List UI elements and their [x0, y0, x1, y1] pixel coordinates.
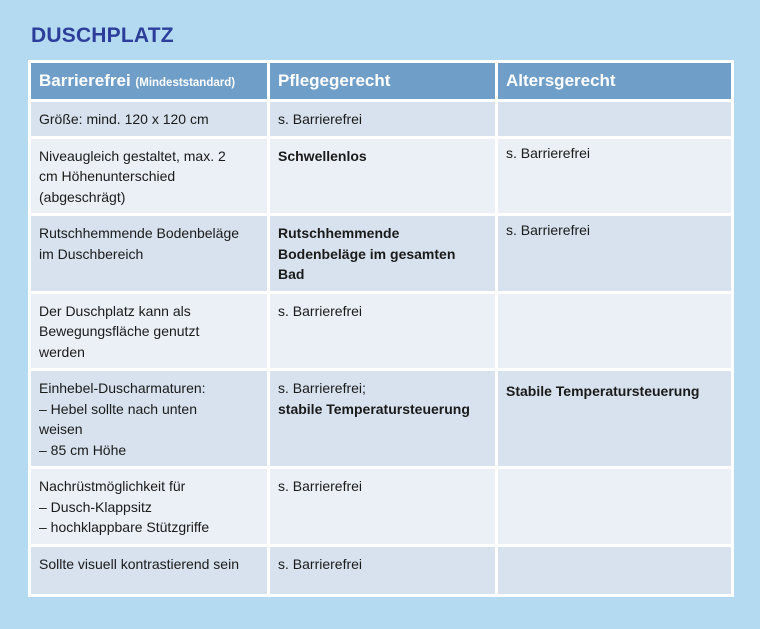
cell-text: stabile Temperatursteuerung [278, 400, 470, 417]
cell-pflegegerecht [269, 370, 497, 468]
requirements-table [28, 60, 734, 597]
cell-text: cm Höhenunterschied [39, 168, 176, 184]
cell-barrierefrei [30, 215, 269, 293]
cell-text: Rutschhemmende Bodenbeläge [39, 225, 240, 241]
cell-text: Bodenbeläge im gesamten [278, 245, 456, 262]
cell-barrierefrei [30, 292, 269, 370]
cell-altersgerecht [497, 545, 733, 596]
cell-text: s. Barrierefrei [278, 111, 363, 127]
cell-text: s. Barrierefrei [278, 478, 363, 494]
cell-barrierefrei [30, 468, 269, 546]
table-header-row [30, 62, 733, 101]
cell-altersgerecht [497, 215, 733, 293]
header-pflegegerecht: Pflegegerecht [269, 62, 497, 101]
cell-text: s. Barrierefrei [506, 144, 591, 161]
table-row [30, 137, 733, 215]
cell-barrierefrei [30, 101, 269, 138]
header-barrierefrei-note: (Mindeststandard) [135, 77, 236, 89]
cell-text: – hochklappbare Stützgriffe [39, 519, 210, 535]
cell-text: s. Barrierefrei; [278, 380, 366, 396]
cell-pflegegerecht [269, 137, 497, 215]
cell-pflegegerecht [269, 468, 497, 546]
cell-altersgerecht [497, 101, 733, 138]
cell-text: Schwellenlos [278, 147, 367, 164]
cell-text: (abgeschrägt) [39, 188, 126, 205]
cell-altersgerecht [497, 137, 733, 215]
cell-text: Stabile Temperatursteuerung [506, 383, 700, 399]
header-barrierefrei [30, 62, 269, 101]
cell-text: Der Duschplatz kann als [39, 302, 191, 319]
cell-text: Einhebel-Duscharmaturen: [39, 380, 206, 396]
header-altersgerecht: Altersgerecht [497, 62, 733, 101]
cell-pflegegerecht [269, 545, 497, 596]
cell-text: – 85 cm Höhe [39, 441, 127, 458]
cell-barrierefrei [30, 137, 269, 215]
cell-text: Bewegungsfläche genutzt [39, 323, 200, 339]
header-barrierefrei-label: Barrierefrei [39, 71, 131, 90]
cell-text: im Duschbereich [39, 245, 144, 262]
table-row [30, 370, 733, 468]
table-row [30, 468, 733, 546]
cell-text: Bad [278, 266, 305, 282]
cell-text: werden [39, 343, 85, 360]
cell-text: Größe: mind. 120 x 120 cm [39, 111, 209, 127]
cell-altersgerecht [497, 370, 733, 468]
cell-text: s. Barrierefrei [278, 555, 363, 572]
cell-pflegegerecht [269, 215, 497, 293]
cell-text: weisen [39, 421, 83, 437]
cell-text: s. Barrierefrei [278, 302, 363, 319]
cell-text: Rutschhemmende [278, 225, 400, 241]
table-row [30, 101, 733, 138]
cell-text: s. Barrierefrei [506, 222, 591, 238]
cell-text: – Hebel sollte nach unten [39, 400, 197, 417]
cell-text: Niveaugleich gestaltet, max. 2 [39, 147, 226, 164]
cell-text: Sollte visuell kontrastierend sein [39, 555, 239, 572]
cell-barrierefrei [30, 545, 269, 596]
cell-altersgerecht [497, 468, 733, 546]
table-row [30, 292, 733, 370]
page-title: DUSCHPLATZ [31, 24, 174, 47]
cell-pflegegerecht [269, 292, 497, 370]
cell-text: Nachrüstmöglichkeit für [39, 478, 186, 494]
cell-text: – Dusch-Klappsitz [39, 498, 152, 515]
cell-barrierefrei [30, 370, 269, 468]
table-row [30, 215, 733, 293]
table-row [30, 545, 733, 596]
cell-pflegegerecht [269, 101, 497, 138]
cell-altersgerecht [497, 292, 733, 370]
